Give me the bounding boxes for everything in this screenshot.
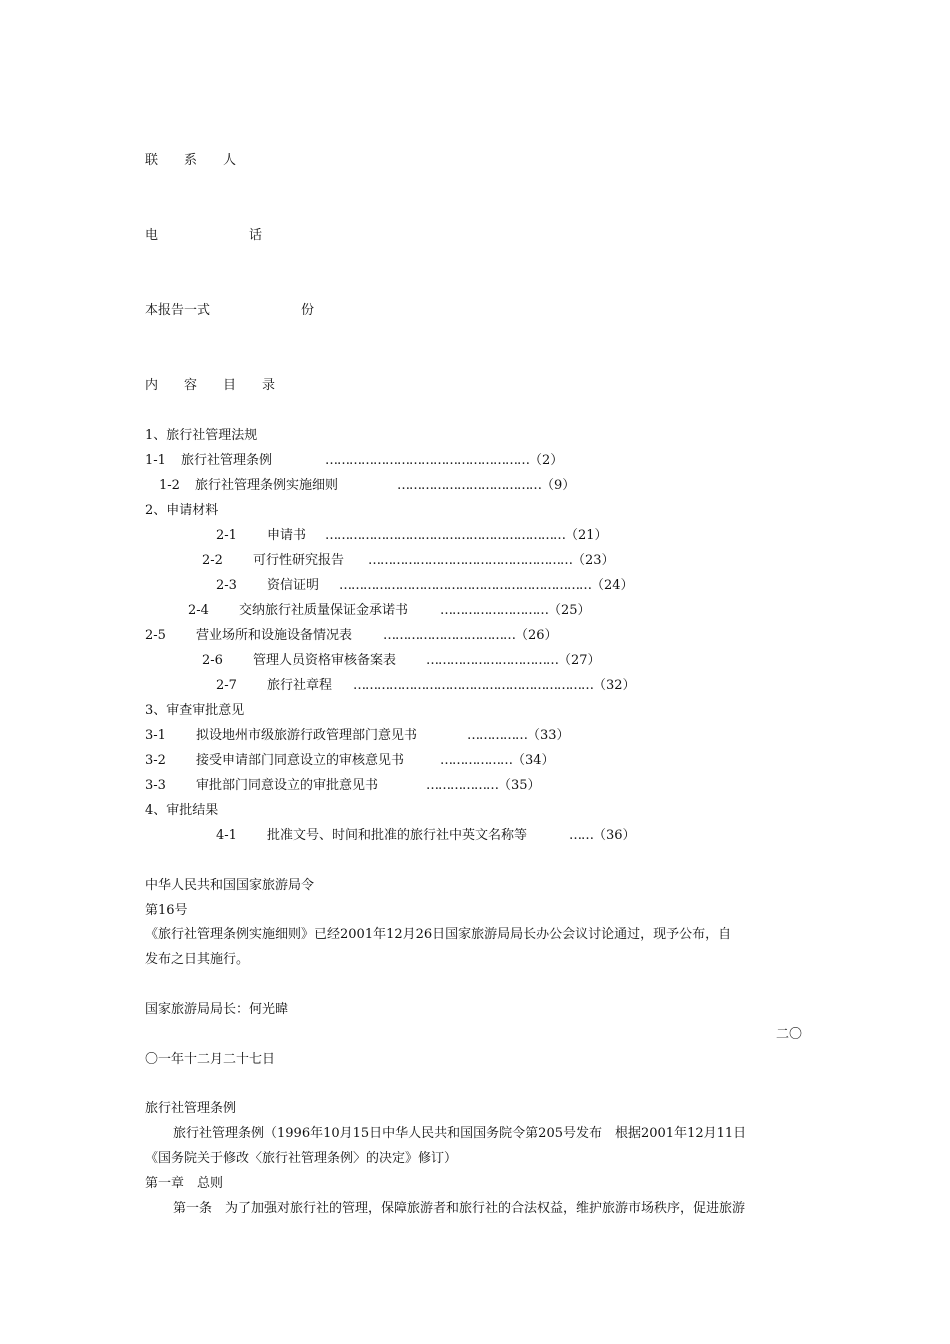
toc-entry	[188, 602, 591, 620]
decree-signature: 国家旅游局局长：何光暐	[145, 1002, 289, 1017]
toc-entry-page: （34）	[512, 753, 555, 768]
toc-entry	[216, 827, 636, 845]
toc-entry-title: 批准文号、时间和批准的旅行社中英文名称等	[267, 828, 528, 843]
toc-entry-dots: ………………………………	[397, 478, 541, 493]
toc-entry-dots: ……………………………………………………	[325, 528, 565, 543]
toc-entry	[145, 627, 558, 645]
toc-entry-number: 1-2	[159, 478, 180, 493]
toc-section-heading: 3、审查审批意见	[145, 703, 245, 718]
toc-entry-dots: ……………………………………………	[368, 553, 572, 568]
toc-entry-page: （23）	[572, 553, 615, 568]
regulation-intro-line: 旅行社管理条例（1996年10月15日中华人民共和国国务院令第205号发布 根据2001年12月11日	[173, 1126, 747, 1141]
toc-entry-title: 资信证明	[267, 578, 320, 593]
report-copies-label: 本报告一式 份	[145, 303, 315, 318]
toc-entry-title: 旅行社管理条例	[181, 453, 273, 468]
toc-entry-page: （33）	[527, 728, 570, 743]
toc-entry	[202, 652, 601, 670]
toc-entry-page: （21）	[565, 528, 608, 543]
decree-body-line: 发布之日其施行。	[145, 952, 250, 967]
toc-entry	[159, 477, 575, 495]
toc-entry-page: （24）	[591, 578, 634, 593]
toc-entry	[216, 527, 608, 545]
toc-entry-number: 3-2	[145, 753, 166, 768]
decree-body-line: 《旅行社管理条例实施细则》已经2001年12月26日国家旅游局局长办公会议讨论通过，现予公布，自	[145, 927, 732, 942]
toc-entry-dots: ……………	[467, 728, 527, 743]
toc-entry-dots: ……………………………………………………	[353, 678, 593, 693]
contact-person-label: 联 系 人	[145, 153, 237, 168]
toc-entry-dots: ……………………………………………	[325, 453, 529, 468]
toc-entry-title: 旅行社管理条例实施细则	[195, 478, 339, 493]
toc-entry-page: （2）	[529, 453, 564, 468]
toc-entry-dots: ………………	[440, 753, 512, 768]
decree-title: 中华人民共和国国家旅游局令	[145, 878, 315, 893]
toc-entry-number: 1-1	[145, 453, 166, 468]
toc-entry-title: 交纳旅行社质量保证金承诺书	[239, 603, 409, 618]
toc-entry-dots: ……………………………	[426, 653, 558, 668]
toc-section-heading: 4、审批结果	[145, 803, 219, 818]
decree-date-part: 〇一年十二月二十七日	[145, 1052, 276, 1067]
toc-entry-title: 申请书	[267, 528, 307, 543]
toc-entry	[145, 777, 541, 795]
toc-entry-number: 2-2	[202, 553, 223, 568]
toc-entry-dots: ………………	[426, 778, 498, 793]
toc-entry-number: 3-1	[145, 728, 166, 743]
toc-entry-page: （9）	[541, 478, 576, 493]
toc-entry-number: 4-1	[216, 828, 237, 843]
phone-label: 电 话	[145, 228, 263, 243]
toc-entry-number: 2-1	[216, 528, 237, 543]
toc-entry	[145, 452, 563, 470]
toc-entry-title: 拟设地州市级旅游行政管理部门意见书	[196, 728, 418, 743]
toc-entry-dots: ……	[569, 828, 593, 843]
toc-entry-number: 2-3	[216, 578, 237, 593]
toc-entry-number: 3-3	[145, 778, 166, 793]
toc-entry-number: 2-6	[202, 653, 223, 668]
toc-entry-number: 2-4	[188, 603, 209, 618]
toc-section-heading: 1、旅行社管理法规	[145, 428, 258, 443]
toc-entry-dots: ……………………………	[383, 628, 515, 643]
toc-entry-title: 营业场所和设施设备情况表	[196, 628, 353, 643]
toc-entry	[202, 552, 615, 570]
article-text: 第一条 为了加强对旅行社的管理，保障旅游者和旅行社的合法权益，维护旅游市场秩序，促进旅游	[173, 1201, 746, 1216]
decree-number: 第16号	[145, 903, 188, 918]
toc-entry-title: 旅行社章程	[267, 678, 333, 693]
toc-entry	[145, 752, 555, 770]
decree-date-part: 二〇	[776, 1027, 803, 1042]
regulation-intro-line: 《国务院关于修改〈旅行社管理条例〉的决定》修订）	[145, 1151, 458, 1166]
toc-entry-dots: ………………………	[440, 603, 548, 618]
toc-entry	[216, 577, 634, 595]
toc-entry-number: 2-7	[216, 678, 237, 693]
toc-entry-page: （27）	[558, 653, 601, 668]
toc-entry-page: （36）	[593, 828, 636, 843]
toc-entry-dots: ………………………………………………………	[339, 578, 591, 593]
toc-entry-page: （25）	[548, 603, 591, 618]
chapter-heading: 第一章 总则	[145, 1176, 224, 1191]
toc-entry-page: （26）	[515, 628, 558, 643]
toc-entry-title: 管理人员资格审核备案表	[253, 653, 397, 668]
toc-entry-title: 接受申请部门同意设立的审核意见书	[196, 753, 405, 768]
toc-section-heading: 2、申请材料	[145, 503, 219, 518]
toc-entry-title: 审批部门同意设立的审批意见书	[196, 778, 379, 793]
toc-entry-page: （32）	[593, 678, 636, 693]
toc-title: 内 容 目 录	[145, 378, 276, 393]
regulation-title: 旅行社管理条例	[145, 1101, 237, 1116]
toc-entry	[216, 677, 636, 695]
toc-entry-title: 可行性研究报告	[253, 553, 345, 568]
toc-entry	[145, 727, 570, 745]
toc-entry-page: （35）	[498, 778, 541, 793]
toc-entry-number: 2-5	[145, 628, 166, 643]
